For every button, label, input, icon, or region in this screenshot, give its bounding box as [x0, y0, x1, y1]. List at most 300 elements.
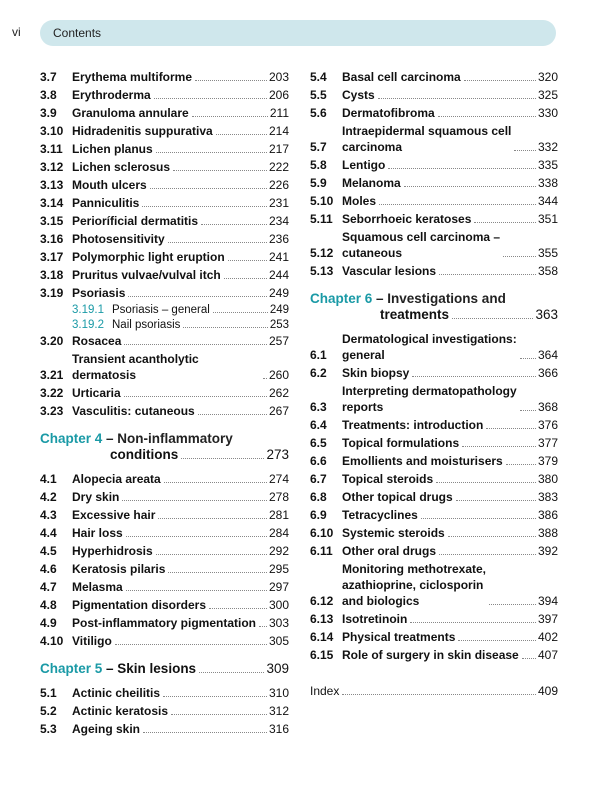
toc-entry[interactable]	[40, 249, 289, 265]
entry-page: 379	[537, 454, 558, 468]
entry-title: Cysts	[342, 88, 375, 102]
entry-number: 5.1	[40, 686, 57, 700]
toc-entry[interactable]	[40, 385, 289, 401]
entry-page: 231	[268, 196, 289, 210]
chapter-title: – Non-inflammatory	[102, 431, 233, 446]
leader-dots	[458, 640, 536, 641]
leader-dots	[156, 152, 267, 153]
toc-list	[40, 333, 289, 419]
entry-title-wrap	[342, 175, 538, 191]
toc-entry[interactable]	[310, 229, 558, 261]
subentry-title: Psoriasis – general	[112, 304, 210, 316]
entry-page: 364	[537, 348, 558, 362]
toc-entry[interactable]	[40, 561, 289, 577]
entry-title: Lichen sclerosus	[72, 160, 171, 174]
subentry-page: 249	[269, 304, 289, 316]
toc-entry[interactable]	[310, 365, 558, 381]
leader-dots	[192, 116, 268, 117]
entry-number: 3.15	[40, 214, 64, 228]
entry-title-wrap	[342, 383, 538, 415]
entry-title: Tetracyclines	[342, 508, 418, 522]
toc-entry[interactable]	[310, 611, 558, 627]
entry-page: 368	[537, 400, 558, 414]
entry-number: 5.12	[310, 246, 334, 260]
entry-title-wrap	[72, 333, 269, 349]
toc-entry[interactable]	[40, 615, 289, 631]
leader-dots	[126, 590, 267, 591]
toc-entry[interactable]	[310, 543, 558, 559]
leader-dots	[171, 714, 267, 715]
toc-entry[interactable]	[40, 195, 289, 211]
entry-title-wrap	[342, 365, 538, 381]
entry-title-wrap	[72, 403, 269, 419]
entry-title: Hyperhidrosis	[72, 544, 153, 558]
toc-subentry[interactable]	[72, 303, 289, 317]
toc-entry[interactable]	[40, 703, 289, 719]
leader-dots	[412, 376, 536, 377]
toc-entry[interactable]	[310, 383, 558, 415]
toc-entry[interactable]	[40, 231, 289, 247]
entry-number: 5.3	[40, 722, 57, 736]
entry-title: Rosacea	[72, 334, 122, 348]
entry-page: 388	[537, 526, 558, 540]
entry-title-wrap	[72, 285, 269, 301]
entry-title: Seborrhoeic keratoses	[342, 212, 472, 226]
entry-title-wrap	[342, 87, 538, 103]
entry-number: 3.22	[40, 386, 64, 400]
entry-title: Actinic cheilitis	[72, 686, 161, 700]
entry-number: 3.20	[40, 334, 64, 348]
chapter-title-cont: conditions	[110, 447, 179, 462]
entry-title: Vascular lesions	[342, 264, 437, 278]
leader-dots	[520, 358, 536, 359]
entry-number: 3.23	[40, 404, 64, 418]
entry-title-wrap	[72, 213, 269, 229]
entry-title-wrap	[342, 69, 538, 85]
leader-dots	[124, 344, 267, 345]
entry-title-wrap	[72, 231, 269, 247]
entry-title: Erythema multiforme	[72, 70, 193, 84]
entry-number: 3.9	[40, 106, 57, 120]
chapter-heading[interactable]	[310, 291, 558, 323]
entry-title-wrap	[342, 611, 538, 627]
entry-title: Other oral drugs	[342, 544, 437, 558]
toc-entry[interactable]	[310, 87, 558, 103]
toc-entry[interactable]	[40, 141, 289, 157]
entry-number: 3.11	[40, 142, 63, 156]
entry-page: 217	[268, 142, 289, 156]
toc-entry[interactable]	[310, 193, 558, 209]
entry-page: 338	[537, 176, 558, 190]
entry-title-wrap	[342, 471, 538, 487]
entry-page: 332	[537, 140, 558, 154]
entry-page: 292	[268, 544, 289, 558]
toc-entry[interactable]	[310, 647, 558, 663]
entry-title: Alopecia areata	[72, 472, 161, 486]
left-column	[40, 69, 289, 739]
entry-title: Melasma	[72, 580, 123, 594]
leader-dots	[503, 256, 536, 257]
page-header	[0, 20, 602, 46]
entry-number: 6.6	[310, 454, 327, 468]
toc-entry[interactable]	[40, 543, 289, 559]
entry-title: Excessive hair	[72, 508, 156, 522]
entry-title: Lentigo	[342, 158, 386, 172]
entry-number: 3.8	[40, 88, 57, 102]
leader-dots	[164, 482, 267, 483]
toc-entry[interactable]	[310, 105, 558, 121]
entry-number: 3.21	[40, 368, 64, 382]
entry-page: 310	[268, 686, 289, 700]
entry-page: 300	[268, 598, 289, 612]
entry-page: 234	[268, 214, 289, 228]
entry-number: 3.18	[40, 268, 64, 282]
entry-title: Pruritus vulvae/vulval itch	[72, 268, 221, 282]
chapter-title-cont: treatments	[380, 307, 450, 322]
entry-page: 214	[268, 124, 289, 138]
entry-title: Other topical drugs	[342, 490, 453, 504]
entry-page: 402	[537, 630, 558, 644]
entry-page: 297	[268, 580, 289, 594]
leader-dots	[456, 500, 536, 501]
entry-page: 312	[268, 704, 289, 718]
toc-entry[interactable]	[40, 507, 289, 523]
entry-title: Basal cell carcinoma	[342, 70, 461, 84]
entry-number: 6.5	[310, 436, 327, 450]
leader-dots	[216, 134, 267, 135]
entry-title-wrap	[72, 615, 269, 631]
entry-title-wrap	[72, 195, 269, 211]
entry-title: Squamous cell carcinoma – cutaneous	[342, 230, 501, 260]
entry-number: 4.2	[40, 490, 57, 504]
entry-title-wrap	[72, 177, 269, 193]
toc-entry[interactable]	[40, 333, 289, 349]
leader-dots	[489, 604, 536, 605]
toc-entry[interactable]	[310, 123, 558, 155]
entry-number: 3.10	[40, 124, 64, 138]
entry-title: Emollients and moisturisers	[342, 454, 503, 468]
entry-page: 303	[268, 616, 289, 630]
entry-page: 397	[537, 612, 558, 626]
entry-title: Keratosis pilaris	[72, 562, 166, 576]
entry-title-wrap	[342, 489, 538, 505]
entry-title-wrap	[342, 263, 538, 279]
toc-entry[interactable]	[310, 331, 558, 363]
entry-title-wrap	[72, 633, 269, 649]
toc-entry[interactable]	[310, 525, 558, 541]
entry-page: 394	[537, 594, 558, 608]
entry-title-wrap	[72, 159, 269, 175]
entry-page: 335	[537, 158, 558, 172]
entry-page: 236	[268, 232, 289, 246]
entry-number: 5.13	[310, 264, 334, 278]
toc-entry[interactable]	[310, 417, 558, 433]
entry-page: 320	[537, 70, 558, 84]
header-title: Contents	[53, 26, 102, 40]
entry-title-wrap	[342, 105, 538, 121]
entry-title: Skin biopsy	[342, 366, 410, 380]
leader-dots	[438, 116, 536, 117]
entry-title-wrap	[72, 579, 269, 595]
entry-number: 4.1	[40, 472, 57, 486]
entry-number: 4.10	[40, 634, 64, 648]
entry-number: 6.13	[310, 612, 334, 626]
toc-entry[interactable]	[310, 435, 558, 451]
leader-dots	[213, 312, 268, 313]
entry-title: Isotretinoin	[342, 612, 408, 626]
leader-dots	[228, 260, 267, 261]
leader-dots	[163, 696, 267, 697]
entry-page: 203	[268, 70, 289, 84]
subentry-title: Nail psoriasis	[112, 319, 181, 331]
entry-number: 6.2	[310, 366, 327, 380]
entry-title: Intraepidermal squamous cell carcinoma	[342, 124, 512, 154]
entry-number: 5.9	[310, 176, 327, 190]
entry-page: 351	[537, 212, 558, 226]
toc-entry[interactable]	[40, 87, 289, 103]
toc-entry[interactable]	[40, 351, 289, 383]
toc-entry[interactable]	[40, 105, 289, 121]
entry-number: 4.9	[40, 616, 57, 630]
entry-title-wrap	[342, 123, 538, 155]
toc-entry[interactable]	[310, 211, 558, 227]
entry-title-wrap	[342, 157, 538, 173]
entry-page: 325	[537, 88, 558, 102]
entry-title-wrap	[342, 543, 538, 559]
chapter-title: – Skin lesions	[102, 661, 197, 676]
entry-title: Treatments: introduction	[342, 418, 484, 432]
leader-dots	[173, 170, 267, 171]
toc-entry[interactable]	[310, 453, 558, 469]
entry-number: 5.8	[310, 158, 327, 172]
entry-number: 3.13	[40, 178, 64, 192]
leader-dots	[439, 554, 536, 555]
entry-title: Melanoma	[342, 176, 401, 190]
chapter-heading[interactable]	[40, 431, 289, 463]
leader-dots	[388, 168, 536, 169]
entry-page: 330	[537, 106, 558, 120]
entry-title-wrap	[342, 331, 538, 363]
toc-entry[interactable]	[40, 177, 289, 193]
entry-page: 376	[537, 418, 558, 432]
chapter-number: Chapter 5	[40, 661, 103, 676]
toc-list	[310, 331, 558, 663]
leader-dots	[128, 296, 267, 297]
entry-number: 6.1	[310, 348, 327, 362]
entry-number: 3.19	[40, 286, 64, 300]
leader-dots	[462, 446, 536, 447]
leader-dots	[464, 80, 536, 81]
entry-number: 6.15	[310, 648, 334, 662]
entry-title-wrap	[72, 471, 269, 487]
entry-title: Topical formulations	[342, 436, 460, 450]
entry-page: 278	[268, 490, 289, 504]
entry-title-wrap	[72, 685, 269, 701]
toc-entry[interactable]	[310, 69, 558, 85]
entry-title-wrap	[72, 249, 269, 265]
entry-number: 4.5	[40, 544, 57, 558]
entry-title: Dermatological investigations: general	[342, 332, 517, 362]
entry-title: Moles	[342, 194, 377, 208]
entry-title-wrap	[72, 489, 269, 505]
entry-title-wrap	[342, 647, 538, 663]
entry-title: Physical treatments	[342, 630, 456, 644]
entry-title-wrap	[72, 267, 269, 283]
toc-entry[interactable]	[310, 561, 558, 609]
toc-entry[interactable]	[40, 267, 289, 283]
entry-title-wrap	[342, 417, 538, 433]
toc-entry[interactable]	[310, 507, 558, 523]
entry-title-wrap	[342, 435, 538, 451]
toc-entry[interactable]	[40, 69, 289, 85]
entry-number: 4.3	[40, 508, 57, 522]
toc-entry[interactable]	[310, 471, 558, 487]
toc-entry[interactable]	[310, 263, 558, 279]
entry-page: 262	[268, 386, 289, 400]
toc-entry[interactable]	[40, 123, 289, 139]
entry-number: 4.7	[40, 580, 57, 594]
entry-title-wrap	[72, 525, 269, 541]
entry-number: 6.7	[310, 472, 327, 486]
leader-dots	[126, 536, 267, 537]
toc-entry[interactable]	[40, 285, 289, 301]
leader-dots	[436, 482, 536, 483]
entry-page: 407	[537, 648, 558, 662]
toc-entry[interactable]	[40, 597, 289, 613]
chapter-heading[interactable]	[40, 661, 289, 677]
leader-dots	[448, 536, 536, 537]
entry-title-wrap	[72, 69, 269, 85]
entry-page: 267	[268, 404, 289, 418]
chapter-page: 309	[266, 661, 289, 676]
page-number: vi	[12, 25, 21, 39]
entry-title: Hair loss	[72, 526, 123, 540]
entry-number: 6.14	[310, 630, 334, 644]
entry-title: Systemic steroids	[342, 526, 445, 540]
entry-title: Dry skin	[72, 490, 120, 504]
entry-title-wrap	[72, 721, 269, 737]
entry-number: 3.12	[40, 160, 64, 174]
toc-entry[interactable]	[40, 213, 289, 229]
entry-title: Vasculitis: cutaneous	[72, 404, 195, 418]
entry-title: Perioríficial dermatitis	[72, 214, 199, 228]
entry-page: 274	[268, 472, 289, 486]
leader-dots	[142, 206, 267, 207]
entry-number: 6.12	[310, 594, 334, 608]
leader-dots	[259, 626, 267, 627]
entry-number: 6.3	[310, 400, 327, 414]
entry-title: Hidradenitis suppurativa	[72, 124, 213, 138]
entry-number: 5.7	[310, 140, 327, 154]
chapter-title: – Investigations and	[372, 291, 506, 306]
entry-number: 4.8	[40, 598, 57, 612]
toc-entry[interactable]	[40, 471, 289, 487]
entry-title-wrap	[342, 561, 538, 609]
entry-page: 295	[268, 562, 289, 576]
chapter-number: Chapter 4	[40, 431, 103, 446]
entry-title: Monitoring methotrexate, azathioprine, ciclosporin and biologics	[342, 562, 487, 608]
entry-number: 6.9	[310, 508, 327, 522]
entry-title-wrap	[72, 597, 269, 613]
leader-dots	[154, 98, 267, 99]
entry-title: Interpreting dermatopathology reports	[342, 384, 517, 414]
leader-dots	[122, 500, 267, 501]
toc-list	[40, 69, 289, 301]
toc-entry[interactable]	[40, 403, 289, 419]
toc-entry[interactable]	[40, 489, 289, 505]
entry-title-wrap	[342, 229, 538, 261]
entry-title-wrap	[342, 507, 538, 523]
entry-title: Erythroderma	[72, 88, 151, 102]
toc-entry[interactable]	[310, 157, 558, 173]
toc-list	[40, 471, 289, 649]
entry-number: 5.5	[310, 88, 327, 102]
entry-number: 6.11	[310, 544, 333, 558]
toc-entry[interactable]	[40, 721, 289, 737]
toc-entry[interactable]	[310, 489, 558, 505]
entry-page: 281	[268, 508, 289, 522]
entry-number: 3.17	[40, 250, 64, 264]
entry-number: 3.14	[40, 196, 64, 210]
toc-entry[interactable]	[40, 579, 289, 595]
leader-dots	[158, 518, 267, 519]
leader-dots	[421, 518, 536, 519]
entry-title: Topical steroids	[342, 472, 434, 486]
toc-entry[interactable]	[40, 633, 289, 649]
entry-title: Urticaria	[72, 386, 121, 400]
entry-page: 206	[268, 88, 289, 102]
entry-title: Pigmentation disorders	[72, 598, 207, 612]
toc-entry[interactable]	[310, 629, 558, 645]
entry-number: 5.4	[310, 70, 327, 84]
leader-dots	[201, 224, 267, 225]
toc-list	[40, 685, 289, 737]
entry-title-wrap	[72, 561, 269, 577]
entry-title-wrap	[72, 105, 270, 121]
entry-title: Actinic keratosis	[72, 704, 169, 718]
entry-page: 260	[268, 368, 289, 382]
toc-entry[interactable]	[40, 685, 289, 701]
index-entry[interactable]	[310, 683, 558, 699]
entry-number: 5.2	[40, 704, 57, 718]
entry-title-wrap	[342, 211, 538, 227]
entry-title: Dermatofibroma	[342, 106, 435, 120]
entry-number: 6.10	[310, 526, 334, 540]
entry-number: 5.6	[310, 106, 327, 120]
toc-subentry[interactable]	[72, 318, 289, 332]
entry-page: 386	[537, 508, 558, 522]
toc-entry[interactable]	[40, 159, 289, 175]
index-page: 409	[537, 684, 558, 698]
leader-dots	[124, 396, 267, 397]
entry-number: 4.6	[40, 562, 57, 576]
entry-page: 383	[537, 490, 558, 504]
entry-title-wrap	[342, 193, 538, 209]
entry-page: 392	[537, 544, 558, 558]
toc-entry[interactable]	[310, 175, 558, 191]
toc-entry[interactable]	[40, 525, 289, 541]
leader-dots	[404, 186, 536, 187]
entry-title: Transient acantholytic dermatosis	[72, 352, 199, 382]
leader-dots	[263, 378, 267, 379]
leader-dots	[486, 428, 536, 429]
entry-title: Psoriasis	[72, 286, 126, 300]
entry-title: Post-inflammatory pigmentation	[72, 616, 257, 630]
leader-dots	[514, 150, 536, 151]
leader-dots	[168, 572, 267, 573]
entry-number: 3.7	[40, 70, 57, 84]
entry-title: Panniculitis	[72, 196, 140, 210]
